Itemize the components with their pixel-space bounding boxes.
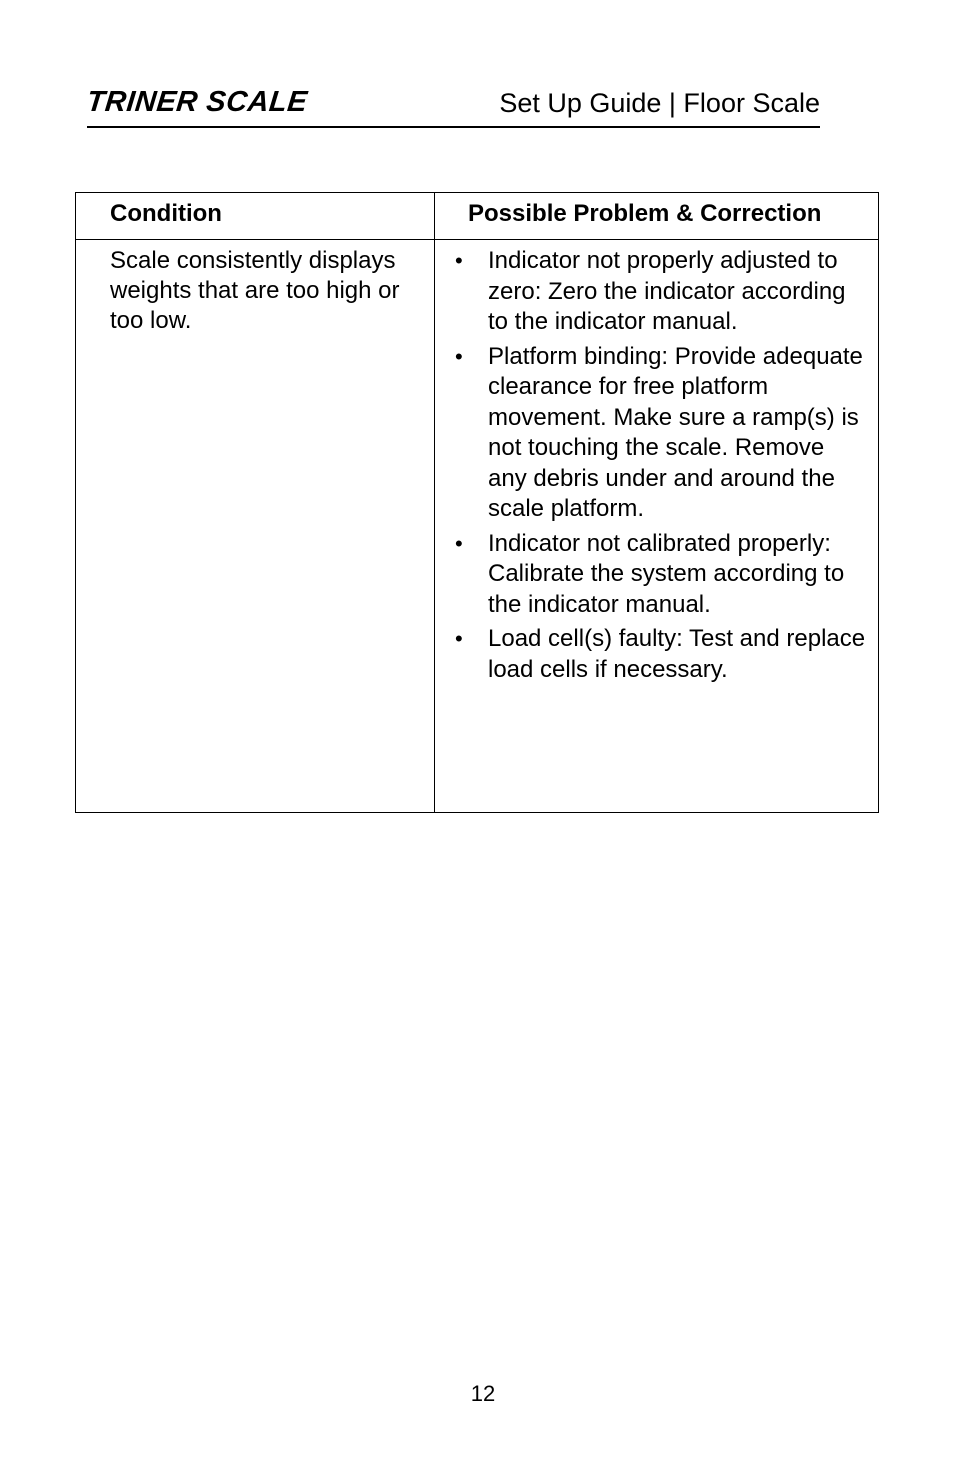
condition-cell: Scale consistently displays weights that are too high or too low. xyxy=(76,240,435,813)
list-item xyxy=(455,624,868,685)
list-item xyxy=(455,342,868,525)
triner-scale-logo: TRINER SCALE xyxy=(85,86,309,118)
bullet-icon: • xyxy=(455,626,463,651)
problem-text: Platform binding: Provide adequate clearance for free platform movement. Make sure a ramp(s) is not touching the scale. Remove any debris under and around the scale platform. xyxy=(488,342,863,522)
column-header-problem-correction: Possible Problem & Correction xyxy=(435,193,879,240)
problem-text: Load cell(s) faulty: Test and replace load cells if necessary. xyxy=(488,625,866,683)
bullet-icon: • xyxy=(455,248,463,273)
problem-text: Indicator not calibrated properly: Calibrate the system according to the indicator manual. xyxy=(488,529,845,618)
document-title: Set Up Guide | Floor Scale xyxy=(499,88,820,118)
list-item xyxy=(455,246,868,338)
bullet-icon: • xyxy=(455,530,463,556)
problem-list xyxy=(455,246,868,685)
list-item xyxy=(455,529,868,621)
table-row xyxy=(76,240,879,813)
table-header-row xyxy=(76,193,879,240)
problem-correction-cell xyxy=(435,240,879,813)
bullet-icon: • xyxy=(455,343,463,369)
column-header-condition: Condition xyxy=(76,193,435,240)
problem-text: Indicator not properly adjusted to zero: Zero the indicator according to the indicator manual. xyxy=(488,247,846,335)
page-header xyxy=(87,84,820,128)
page-number: 12 xyxy=(470,1381,496,1406)
troubleshooting-table xyxy=(75,192,879,813)
